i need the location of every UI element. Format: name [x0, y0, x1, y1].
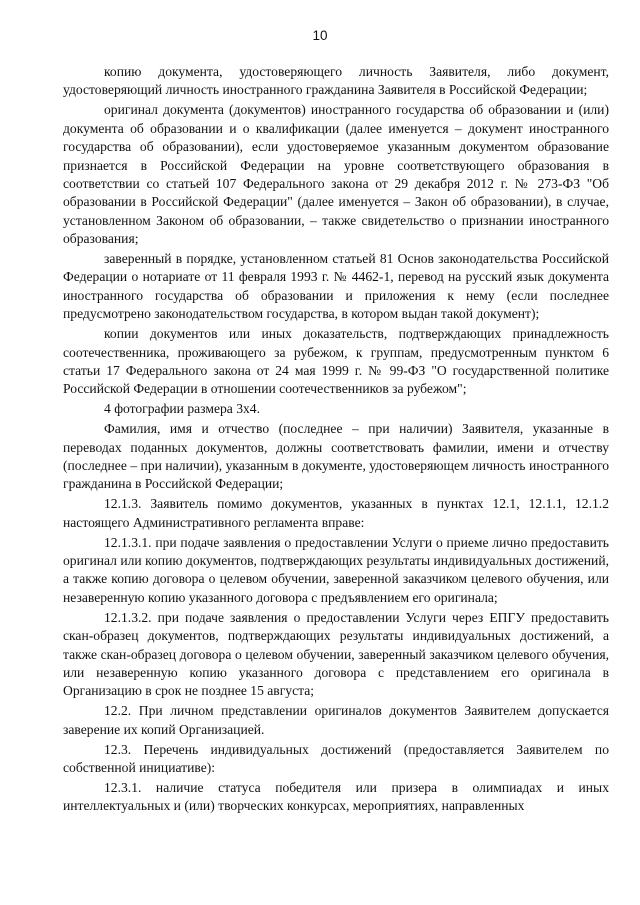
page-number: 10	[312, 28, 328, 43]
paragraph-12-1-3-1: 12.1.3.1. при подаче заявления о предоставлении Услуги о приеме лично предоставить оригинал или копию документов, подтверждающих результаты индивидуальных достижений, а также копию договора о целевом обучении, заверенной заказчиком целевого обучения, или незаверенную копию указанного договора с предъявлением его оригинала;	[63, 534, 609, 605]
paragraph-photos: 4 фотографии размера 3х4.	[104, 401, 261, 417]
paragraph-name-match: Фамилия, имя и отчество (последнее – при наличии) Заявителя, указанные в переводах поданных документов, должны соответствовать фамилии, имени и отчеству (последнее – при наличии), указанным в документе, удостоверяющем личность иностранного гражданина в Российской Федерации;	[63, 421, 609, 492]
paragraph-12-1-3: 12.1.3. Заявитель помимо документов, указанных в пунктах 12.1, 12.1.1, 12.1.2 настоящего Административного регламента вправе:	[63, 496, 609, 530]
paragraph-identity-document: копию документа, удостоверяющего личность Заявителя, либо документ, удостоверяющий личность иностранного гражданина Заявителя в Российской Федерации;	[63, 64, 609, 98]
paragraph-notarized-translation: заверенный в порядке, установленном статьей 81 Основ законодательства Российской Федерации о нотариате от 11 февраля 1993 г. № 4462-1, перевод на русский язык документа иностранного государства об образовании и приложения к нему (если последнее предусмотрено законодательством государства, в котором выдан такой документ);	[63, 251, 609, 322]
paragraph-foreign-education-original: оригинал документа (документов) иностранного государства об образовании и (или) документа об образовании и о квалификации (далее именуется – документ иностранного государства об образовании), если удостоверяемое указанным документом образование признается в Российской Федерации на уровне соответствующего образования в соответствии со статьей 107 Федерального закона от 29 декабря 2012 г. № 273-ФЗ "Об образовании в Российской Федерации" (далее именуется – Закон об образовании), в случае, установленном Законом об образовании, – также свидетельство о признании иностранного образования;	[63, 102, 609, 247]
document-body	[63, 63, 609, 817]
paragraph-12-3: 12.3. Перечень индивидуальных достижений (предоставляется Заявителем по собственной инициативе):	[63, 741, 609, 776]
paragraph-compatriot-documents: копии документов или иных доказательств, подтверждающих принадлежность соотечественника, проживающего за рубежом, к группам, предусмотренным пунктом 6 статьи 17 Федерального закона от 24 мая 1999 г. № 99-ФЗ "О государственной политике Российской Федерации в отношении соотечественников за рубежом";	[63, 326, 609, 397]
paragraph-12-2: 12.2. При личном представлении оригиналов документов Заявителем допускается заверение их копий Организацией.	[63, 703, 609, 737]
paragraph-12-1-3-2: 12.1.3.2. при подаче заявления о предоставлении Услуги через ЕПГУ предоставить скан-образец документов, подтверждающих результаты индивидуальных достижений, а также скан-образец договора о целевом обучении, заверенный заказчиком целевого обучения, или незаверенную копию указанного договора с представлением его оригинала в Организацию в срок не позднее 15 августа;	[63, 609, 609, 699]
paragraph-12-3-1: 12.3.1. наличие статуса победителя или призера в олимпиадах и иных интеллектуальных и (или) творческих конкурсах, мероприятиях, направленных	[63, 779, 609, 814]
